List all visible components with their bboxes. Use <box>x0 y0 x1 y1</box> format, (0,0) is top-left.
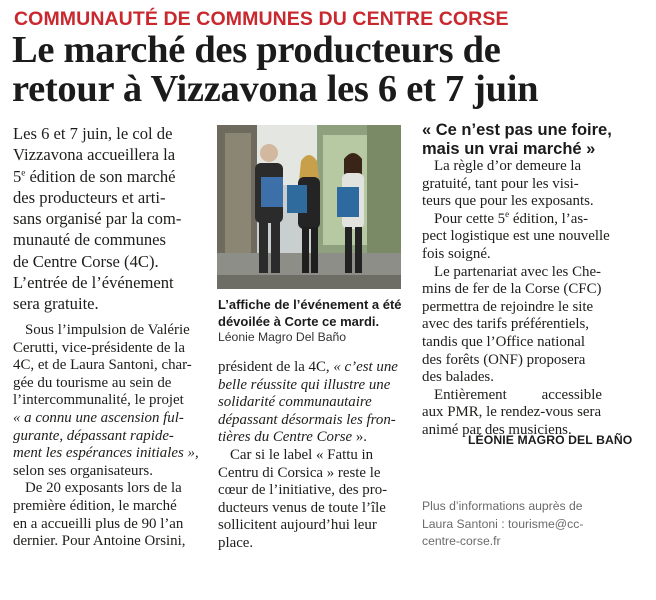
body-line: Sous l’impulsion de Valérie <box>25 322 190 338</box>
lead-line: de Centre Corse (4C). <box>13 251 159 271</box>
body-line: sollicitent aujourd’hui leur <box>218 517 377 534</box>
photo-credit: Léonie Magro Del Baño <box>218 330 347 344</box>
body-text: édition, l’as- <box>509 210 589 227</box>
quote-text: « a connu une ascension ful- <box>13 409 184 426</box>
body-line: aux PMR, le rendez-vous sera <box>422 404 602 421</box>
lead-line <box>13 166 208 187</box>
lead-line: sans organisé par la com- <box>13 209 182 229</box>
article-column-3 <box>422 158 610 440</box>
headline-line-2: retour à Vizzavona les 6 et 7 juin <box>12 68 539 110</box>
body-line: en a accueilli plus de 90 l’an <box>13 515 184 532</box>
lead-line: Les 6 et 7 juin, le col de <box>13 124 173 143</box>
body-line: teurs que pour les exposants. <box>422 193 594 210</box>
body-line: pect logistique est une nouvelle <box>422 228 610 245</box>
subheading-line: mais un vrai marché » <box>422 140 596 158</box>
body-line: La règle d’or demeure la <box>434 158 582 174</box>
lead-text: édition de son marché <box>25 166 176 186</box>
author-signature: LÉONIE MAGRO DEL BAÑO <box>468 433 633 447</box>
body-line: des balades. <box>422 369 494 386</box>
body-line: 4C, et de Laura Santoni, char- <box>13 357 192 374</box>
body-line <box>422 208 602 229</box>
event-photo <box>217 125 401 289</box>
subheading <box>422 121 612 159</box>
lead-superscript: e <box>21 167 26 178</box>
lead-line: des producteurs et arti- <box>13 187 166 207</box>
info-line: Laura Santoni : tourisme@cc- <box>422 516 584 531</box>
article-column-2 <box>218 359 398 553</box>
body-line <box>13 445 203 463</box>
lead-line: munauté de communes <box>13 230 166 250</box>
body-text: Entièrement <box>434 386 507 403</box>
body-line: animé par des musiciens. <box>422 421 572 438</box>
body-line: dernier. Pour Antoine Orsini, <box>13 533 186 550</box>
caption-line: dévoilée à Corte ce mardi. <box>218 314 380 329</box>
quote-text: belle réussite qui illustre une <box>218 376 391 393</box>
body-text: président de la 4C, <box>218 359 334 375</box>
body-line: avec des tarifs préférentiels, <box>422 316 590 333</box>
body-text: Pour cette 5 <box>434 210 506 227</box>
quote-text: dépassant désormais les fron- <box>218 411 396 428</box>
superscript: e <box>505 208 510 219</box>
headline-line-1: Le marché des producteurs de <box>12 29 501 71</box>
lead-number: 5 <box>13 166 22 186</box>
info-line: centre-corse.fr <box>422 534 501 548</box>
quote-text: solidarité communautaire <box>218 394 372 411</box>
body-line <box>218 377 398 395</box>
quote-text: tières du Centre Corse <box>218 429 353 446</box>
body-line <box>13 410 203 428</box>
body-line: des forêts (ONF) proposera <box>422 351 586 368</box>
body-line: selon ses organisateurs. <box>13 462 153 479</box>
body-line <box>13 428 203 446</box>
info-line: Plus d’informations auprès de <box>422 499 583 513</box>
quote-text: ment les espérances initiales », <box>13 445 199 462</box>
caption-line: L’affiche de l’événement a été <box>218 297 402 312</box>
photo-caption <box>218 296 402 330</box>
photo-illustration <box>217 125 401 289</box>
quote-text: « c’est une <box>333 359 398 375</box>
body-text: accessible <box>541 386 602 403</box>
body-line <box>218 359 398 377</box>
lead-paragraph <box>13 123 208 315</box>
article-column-1 <box>13 322 203 551</box>
body-line: tandis que l’Office national <box>422 333 586 350</box>
section-kicker: COMMUNAUTÉ DE COMMUNES DU CENTRE CORSE <box>14 8 509 30</box>
body-line <box>218 394 398 412</box>
body-text: ». <box>352 429 368 446</box>
body-line: Centru di Corsica » reste le <box>218 464 381 481</box>
lead-line: sera gratuite. <box>13 294 99 314</box>
body-line: gratuité, tant pour les visi- <box>422 175 579 192</box>
body-line: ducteurs venus de toute l’île <box>218 499 386 516</box>
quote-text: gurante, dépassant rapide- <box>13 427 174 444</box>
body-line: Le partenariat avec les Che- <box>434 263 602 280</box>
body-line: De 20 exposants lors de la <box>25 480 182 497</box>
body-line <box>218 429 398 447</box>
body-line <box>422 387 602 405</box>
body-line <box>218 412 398 430</box>
body-line: Cerutti, vice-présidente de la <box>13 339 185 356</box>
body-line: Car si le label « Fattu in <box>230 446 374 463</box>
info-box <box>422 498 583 551</box>
lead-line: Vizzavona accueillera la <box>13 145 176 165</box>
body-line: l’intercommunalité, le projet <box>13 392 184 409</box>
lead-line: L’entrée de l’événement <box>13 273 174 293</box>
body-line: place. <box>218 534 254 551</box>
body-line: première édition, le marché <box>13 497 177 514</box>
body-line: permettra de rejoindre le site <box>422 298 594 315</box>
body-line: gée du tourisme au sein de <box>13 374 172 391</box>
body-line: mins de fer de la Corse (CFC) <box>422 281 602 298</box>
headline <box>12 31 652 109</box>
body-line: cœur de l’initiative, des pro- <box>218 482 388 499</box>
body-line: fois soigné. <box>422 245 491 262</box>
subheading-line: « Ce n’est pas une foire, <box>422 121 612 139</box>
